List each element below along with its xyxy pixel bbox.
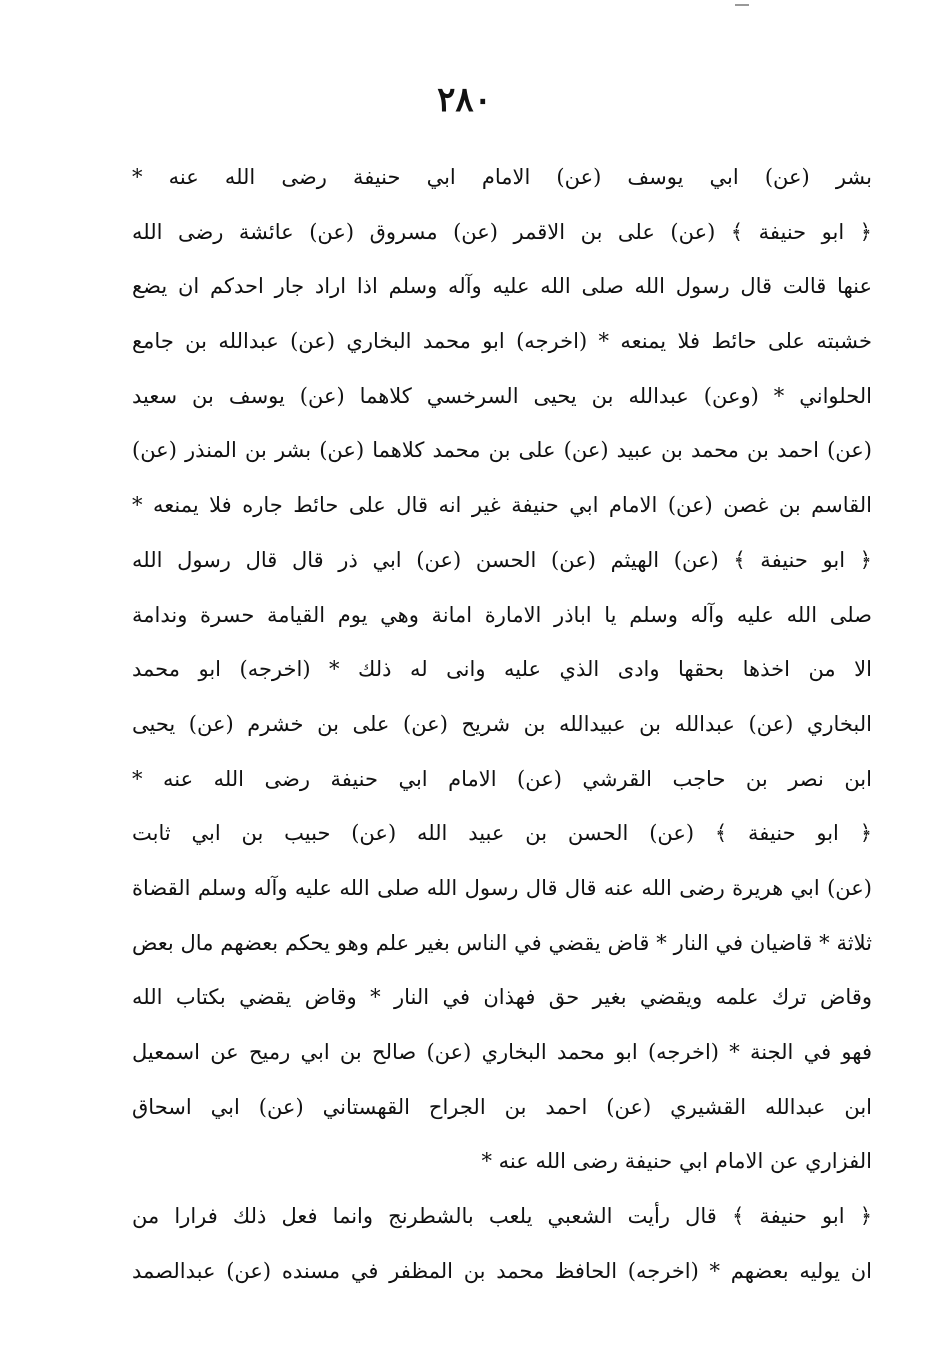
text-line: ﴿ ابو حنيفة ﴾ (عن) الحسن بن عبيد الله (عن) حبيب بن ابي ثابت (132, 821, 872, 846)
text-line: ثلاثة * قاضيان في النار * قاض يقضي في الناس بغير علم وهو يحكم بعضهم مال بعض (132, 930, 872, 955)
text-line: البخاري (عن) عبدالله بن عبيدالله بن شريح (عن) على بن خشرم (عن) يحيى (132, 711, 872, 736)
text-line: ابن عبدالله القشيري (عن) احمد بن الجراح القهستاني (عن) ابي اسحاق (132, 1094, 872, 1119)
text-line: ابن نصر بن حاجب القرشي (عن) الامام ابي حنيفة رضى الله عنه * (132, 766, 872, 791)
text-line: الا من اخذها بحقها وادى الذي عليه وانى له ذلك * (اخرجه) ابو محمد (132, 657, 872, 682)
text-line: صلى الله عليه وآله وسلم يا اباذر الامارة امانة وهي يوم القيامة حسرة وندامة (132, 602, 872, 627)
text-line: عنها قالت قال رسول الله صلى الله عليه وآله وسلم اذا اراد جار احدكم ان يضع (132, 274, 872, 299)
scan-mark (735, 4, 749, 6)
text-line: وقاض ترك علمه ويقضي بغير حق فهذان في النار * وقاض يقضي بكتاب الله (132, 985, 872, 1010)
text-line: فهو في الجنة * (اخرجه) ابو محمد البخاري (عن) صالح بن ابي رميح عن اسمعيل (132, 1040, 872, 1064)
text-line: بشر (عن) ابي يوسف (عن) الامام ابي حنيفة رضى الله عنه * (132, 165, 872, 189)
page-number: ٢٨٠ (437, 80, 492, 120)
text-line: (عن) ابي هريرة رضى الله عنه قال قال رسول الله صلى الله عليه وآله وسلم القضاة (132, 875, 872, 900)
text-line: ان يوليه بعضهم * (اخرجه) الحافظ محمد بن المظفر في مسنده (عن) عبدالصمد (132, 1258, 872, 1283)
text-line: ﴿ ابو حنيفة ﴾ (عن) الهيثم (عن) الحسن (عن) ابي ذر قال قال رسول الله (132, 547, 872, 572)
text-line: الفزاري عن الامام ابي حنيفة رضى الله عنه * (481, 1149, 872, 1174)
text-line: خشبته على حائط فلا يمنعه * (اخرجه) ابو محمد البخاري (عن) عبدالله بن جامع (132, 329, 872, 354)
text-line: ﴿ ابو حنيفة ﴾ قال رأيت الشعبي يلعب بالشطرنج وانما فعل ذلك فرارا من (132, 1204, 872, 1229)
text-line: (عن) احمد بن محمد بن عبيد (عن) على بن محمد كلاهما (عن) بشر بن المنذر (عن) (132, 438, 872, 463)
body-text (132, 150, 872, 1298)
text-line: القاسم بن غصن (عن) الامام ابي حنيفة غير انه قال على حائط جاره فلا يمنعه * (132, 493, 872, 518)
text-line: ﴿ ابو حنيفة ﴾ (عن) على بن الاقمر (عن) مسروق (عن) عائشة رضى الله (132, 219, 872, 244)
text-line: الحلواني * (وعن) عبدالله بن يحيى السرخسي كلاهما (عن) يوسف بن سعيد (132, 383, 872, 408)
